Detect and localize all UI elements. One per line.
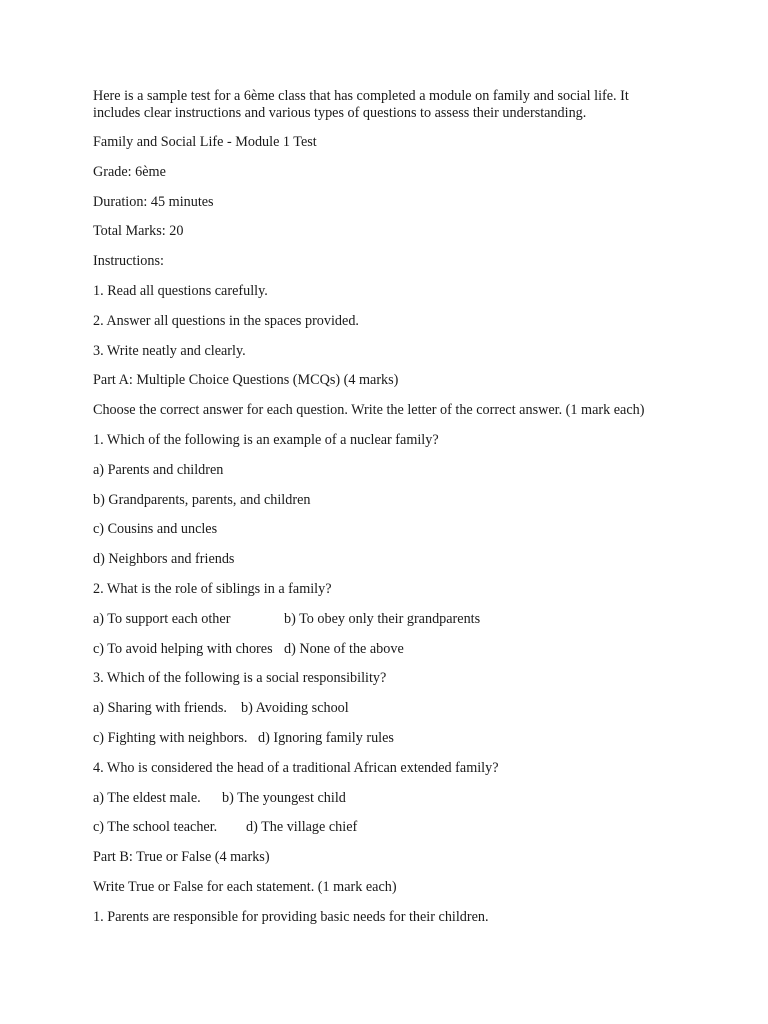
- q2-option-a: a) To support each other: [93, 610, 231, 627]
- q2-option-d: d) None of the above: [284, 640, 404, 657]
- q4-options-row-2: [93, 819, 673, 836]
- q2-option-b: b) To obey only their grandparents: [284, 610, 481, 627]
- part-b-heading: Part B: True or False (4 marks): [93, 849, 270, 866]
- q2-options-row-2: [93, 641, 673, 658]
- statement-1: 1. Parents are responsible for providing basic needs for their children.: [93, 908, 489, 925]
- test-title: Family and Social Life - Module 1 Test: [93, 134, 317, 150]
- instructions-heading: Instructions:: [93, 253, 164, 270]
- q3-options-row-2: [93, 730, 673, 747]
- duration-line: Duration: 45 minutes: [93, 193, 214, 210]
- q1-option-c: c) Cousins and uncles: [93, 521, 218, 538]
- part-a-heading: Part A: Multiple Choice Questions (MCQs) (4 marks): [93, 372, 399, 389]
- total-marks-line: Total Marks: 20: [93, 223, 184, 240]
- q4-option-c: c) The school teacher.: [93, 819, 218, 836]
- instruction-item-1: 1. Read all questions carefully.: [93, 282, 268, 299]
- q3-option-d: d) Ignoring family rules: [258, 729, 394, 746]
- q1-option-a: a) Parents and children: [93, 461, 224, 478]
- q1-option-b: b) Grandparents, parents, and children: [93, 491, 311, 508]
- question-3: 3. Which of the following is a social responsibility?: [93, 670, 387, 687]
- q4-options-row-1: [93, 790, 673, 807]
- intro-paragraph: Here is a sample test for a 6ème class that has completed a module on family and social life. It includes clear instructions and various types of questions to assess their understanding.: [93, 88, 629, 121]
- q4-option-b: b) The youngest child: [222, 789, 346, 806]
- document-page: [93, 88, 673, 939]
- part-b-directions: Write True or False for each statement. (1 mark each): [93, 878, 397, 895]
- q1-option-d: d) Neighbors and friends: [93, 551, 235, 568]
- part-a-directions: Choose the correct answer for each question. Write the letter of the correct answer. (1 mark each): [93, 402, 645, 419]
- question-1: 1. Which of the following is an example of a nuclear family?: [93, 431, 439, 448]
- q2-options-row-1: [93, 611, 673, 628]
- question-2: 2. What is the role of siblings in a family?: [93, 580, 332, 597]
- q3-options-row-1: [93, 700, 673, 717]
- q3-option-c: c) Fighting with neighbors.: [93, 729, 248, 746]
- instruction-item-3: 3. Write neatly and clearly.: [93, 342, 246, 359]
- question-4: 4. Who is considered the head of a traditional African extended family?: [93, 759, 499, 776]
- q4-option-a: a) The eldest male.: [93, 789, 201, 806]
- grade-line: Grade: 6ème: [93, 163, 166, 180]
- q3-option-b: b) Avoiding school: [241, 700, 349, 717]
- q3-option-a: a) Sharing with friends.: [93, 700, 227, 717]
- q2-option-c: c) To avoid helping with chores: [93, 640, 273, 657]
- q4-option-d: d) The village chief: [246, 819, 358, 836]
- instruction-item-2: 2. Answer all questions in the spaces provided.: [93, 312, 359, 329]
